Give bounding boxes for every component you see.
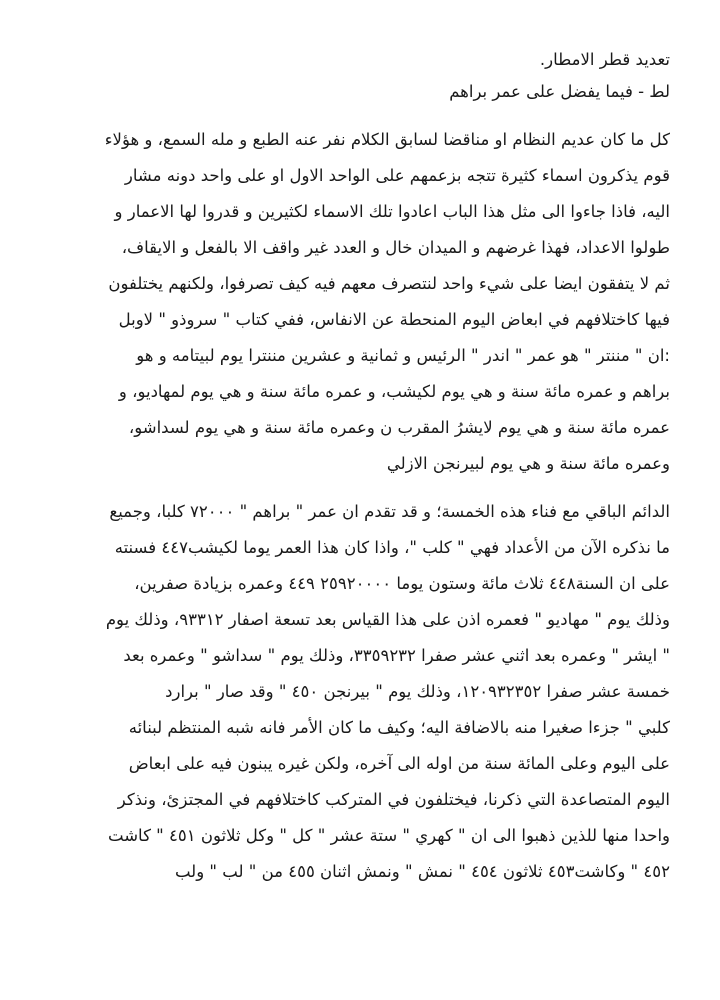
text-line: ما نذكره الآن من الأعداد فهي " كلب "، واذا كان هذا العمر يوما لكيشب٤٤٧ فسنته	[114, 538, 670, 557]
text-line: براهم و عمره مائة سنة و هي يوم لكيشب، و عمره مائة سنة و هي يوم لمهاديو، و	[118, 382, 670, 401]
text-line: على ان السنة٤٤٨ ثلاث مائة وستون يوما ٢٥٩٢٠٠٠٠ ٤٤٩ وعمره بزيادة صفرين،	[134, 574, 670, 593]
document-page	[48, 44, 670, 890]
text-line: ٤٥٢ " وكاشت٤٥٣ ثلاثون ٤٥٤ " نمش " ونمش اثنان ٤٥٥ من " لب " ولب	[174, 862, 670, 881]
text-line: كل ما كان عديم النظام او مناقضا لسابق الكلام نفر عنه الطبع و مله السمع، و هؤلاء	[104, 130, 670, 149]
section-heading-2: لط - فيما يفضل على عمر براهم	[449, 82, 670, 101]
text-line: خمسة عشر صفرا ١٢٠٩٣٢٣٥٢، وذلك يوم " بيرنجن ٤٥٠ " وقد صار " برارد	[165, 682, 670, 701]
text-line: اليوم المتصاعدة التي ذكرنا، فيختلفون في المتركب كاختلافهم في المجتزئ، ونذكر	[117, 790, 670, 809]
text-line: " ايشر " وعمره بعد اثني عشر صفرا ٣٣٥٩٢٣٢، وذلك يوم " سداشو " وعمره بعد	[123, 646, 670, 665]
text-line: وعمره مائة سنة و هي يوم لبيرنجن الازلي	[386, 454, 670, 473]
section-heading-1: تعديد قطر الامطار.	[539, 50, 670, 69]
text-line: عمره مائة سنة و هي يوم لايشرُ المقرب ن وعمره مائة سنة و هي يوم لسداشو،	[128, 418, 670, 437]
text-line: واحدا منها للذين ذهبوا الى ان " كهري " ستة عشر " كل " وكل ثلاثون ٤٥١ " كاشت	[108, 826, 670, 845]
text-line: قوم يذكرون اسماء كثيرة تتجه بزعمهم على الواحد الاول او على واحد دونه مشار	[124, 166, 670, 185]
text-line: طولوا الاعداد، فهذا غرضهم و الميدان خال و العدد غير واقف الا بالفعل و الايقاف،	[121, 238, 670, 257]
text-line: كلبي " جزءا صغيرا منه بالاضافة اليه؛ وكيف ما كان الأمر فانه شبه المنتظم لبنائه	[128, 718, 670, 737]
text-line: ثم لا يتفقون ايضا على شيء واحد لنتصرف معهم فيه كيف تصرفوا، ولكنهم يختلفون	[108, 274, 670, 293]
paragraph-2	[48, 494, 670, 890]
text-line: فيها كاختلافهم في ابعاض اليوم المنحطة عن الانفاس، ففي كتاب " سروذو " لاوبل	[118, 310, 670, 329]
text-line: :ان " مننتر " هو عمر " اندر " الرئيس و ثمانية و عشرين مننترا يوم لبيتامه و هو	[136, 346, 670, 365]
text-line: على اليوم وعلى المائة سنة من اوله الى آخره، ولكن غيره يبنون فيه على ابعاض	[128, 754, 670, 773]
text-line: اليه، فاذا جاءوا الى مثل هذا الباب اعادوا تلك الاسماء لكثيرين و قدروا لها الاعمار و	[114, 202, 670, 221]
paragraph-1	[48, 122, 670, 482]
text-line: الدائم الباقي مع فناء هذه الخمسة؛ و قد تقدم ان عمر " براهم " ٧٢٠٠٠ كلبا، وجميع	[109, 502, 670, 521]
text-line: وذلك يوم " مهاديو " فعمره اذن على هذا القياس بعد تسعة اصفار ٩٣٣١٢، وذلك يوم	[105, 610, 670, 629]
